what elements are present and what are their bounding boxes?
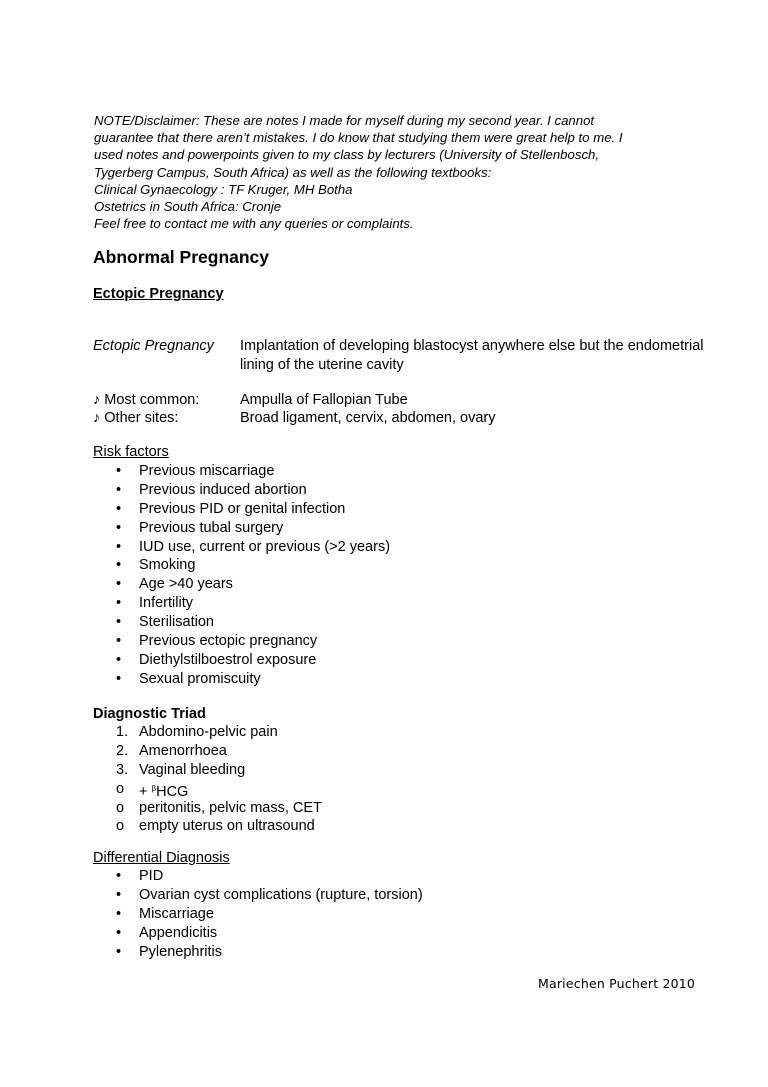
definition-text: Implantation of developing blastocyst anywhere else but the endometrial lining of the uterine cavity bbox=[240, 338, 704, 373]
list-item-text: Abdomino-pelvic pain bbox=[139, 724, 278, 740]
page-title: Abnormal Pregnancy bbox=[93, 247, 270, 267]
list-item-text: Smoking bbox=[139, 557, 196, 574]
site-value: Broad ligament, cervix, abdomen, ovary bbox=[240, 410, 496, 426]
site-value: Ampulla of Fallopian Tube bbox=[240, 392, 408, 408]
bullet-marker: • bbox=[116, 500, 122, 517]
list-item-text: Sexual promiscuity bbox=[139, 670, 261, 687]
diagnostic-triad-title: Diagnostic Triad bbox=[93, 706, 206, 722]
bullet-marker: • bbox=[116, 633, 122, 650]
list-item-text: Pylenephritis bbox=[139, 943, 223, 960]
list-item-text: Age >40 years bbox=[139, 576, 233, 593]
disclaimer-line: guarantee that there aren’t mistakes. I do know that studying them were great help to me. I bbox=[94, 130, 623, 146]
bullet-marker: • bbox=[116, 538, 122, 555]
list-item-text: IUD use, current or previous (>2 years) bbox=[139, 538, 391, 555]
circle-marker: o bbox=[116, 818, 125, 835]
list-item-text: Previous PID or genital infection bbox=[139, 500, 346, 517]
list-item-text: Previous ectopic pregnancy bbox=[139, 633, 318, 650]
list-item-text: Ovarian cyst complications (rupture, torsion) bbox=[139, 886, 423, 903]
bullet-marker: • bbox=[116, 519, 122, 536]
bullet-marker: • bbox=[116, 886, 122, 903]
risk-factors-title: Risk factors bbox=[93, 444, 169, 460]
list-item-text: Sterilisation bbox=[139, 614, 214, 631]
bullet-marker: • bbox=[116, 463, 122, 479]
disclaimer-line: Clinical Gynaecology : TF Kruger, MH Botha bbox=[94, 181, 353, 197]
bullet-marker: • bbox=[116, 670, 122, 687]
differential-diagnosis-title: Differential Diagnosis bbox=[93, 850, 230, 866]
list-item-text: peritonitis, pelvic mass, CET bbox=[139, 799, 322, 816]
number-marker: 1. bbox=[116, 724, 129, 740]
list-item-text: Miscarriage bbox=[139, 905, 214, 922]
site-label: ♪ Other sites: bbox=[93, 410, 179, 426]
list-item-text: Infertility bbox=[139, 595, 193, 612]
list-item-text: Appendicitis bbox=[139, 924, 218, 941]
disclaimer-line: Tygerberg Campus, South Africa) as well as the following textbooks: bbox=[94, 164, 492, 180]
list-item-text: Amenorrhoea bbox=[139, 742, 227, 759]
bullet-marker: • bbox=[116, 557, 122, 574]
disclaimer-line: used notes and powerpoints given to my class by lecturers (University of Stellenbosch, bbox=[94, 147, 600, 163]
site-label: ♪ Most common: bbox=[93, 392, 200, 408]
bullet-marker: • bbox=[116, 576, 122, 593]
list-item-text: Previous induced abortion bbox=[139, 481, 307, 498]
definition-term: Ectopic Pregnancy bbox=[93, 338, 214, 354]
number-marker: 2. bbox=[116, 742, 129, 759]
bullet-marker: • bbox=[116, 905, 122, 922]
disclaimer-note bbox=[94, 112, 694, 232]
bullet-marker: • bbox=[116, 943, 122, 960]
list-item-text: empty uterus on ultrasound bbox=[139, 818, 315, 835]
bullet-marker: • bbox=[116, 651, 122, 668]
bullet-marker: • bbox=[116, 868, 122, 884]
number-marker: 3. bbox=[116, 761, 129, 778]
list-item-text: + $^\beta$HCG bbox=[139, 783, 189, 800]
bullet-marker: • bbox=[116, 481, 122, 498]
bullet-marker: • bbox=[116, 924, 122, 941]
bullet-marker: • bbox=[116, 614, 122, 631]
list-item-text: Diethylstilboestrol exposure bbox=[139, 651, 317, 668]
disclaimer-line: Ostetrics in South Africa: Cronje bbox=[94, 199, 282, 215]
circle-marker: o bbox=[116, 780, 125, 797]
disclaimer-line: NOTE/Disclaimer: These are notes I made for myself during my second year. I cannot bbox=[94, 113, 595, 128]
list-item-text: Vaginal bleeding bbox=[139, 761, 246, 778]
bullet-marker: • bbox=[116, 595, 122, 612]
circle-marker: o bbox=[116, 799, 125, 816]
list-item-text: PID bbox=[139, 868, 164, 884]
author-footer: Mariechen Puchert 2010 bbox=[538, 976, 696, 991]
list-item-text: Previous miscarriage bbox=[139, 463, 275, 479]
list-item-text: Previous tubal surgery bbox=[139, 519, 284, 536]
disclaimer-line: Feel free to contact me with any queries or complaints. bbox=[94, 216, 414, 232]
section-heading: Ectopic Pregnancy bbox=[93, 286, 224, 302]
